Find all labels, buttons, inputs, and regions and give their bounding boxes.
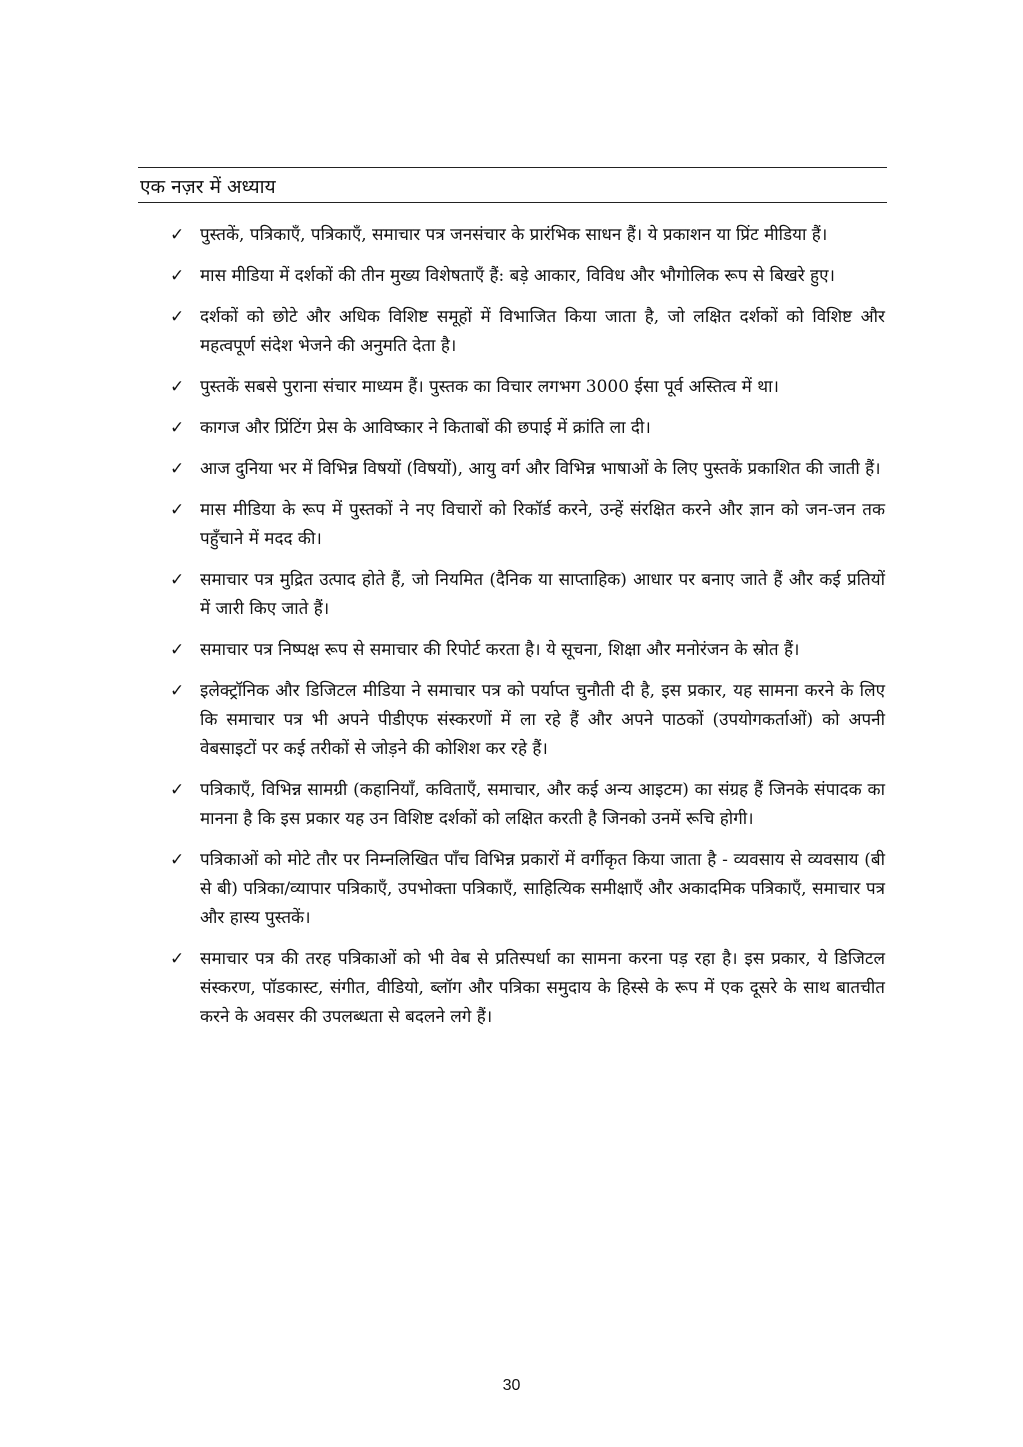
list-item — [138, 776, 887, 834]
list-item — [138, 677, 887, 764]
list-item — [138, 221, 887, 250]
list-item — [138, 262, 887, 291]
checkmark-icon: ✓ — [170, 225, 185, 245]
checkmark-icon: ✓ — [170, 640, 185, 660]
list-item-text: आज दुनिया भर में विभिन्न विषयों (विषयों), आयु वर्ग और विभिन्न भाषाओं के लिए पुस्तकें प्रकाशित की जाती हैं। — [200, 459, 881, 479]
list-item — [138, 455, 887, 484]
list-item-text: मास मीडिया के रूप में पुस्तकों ने नए विचारों को रिकॉर्ड करने, उन्हें संरक्षित करने और ज्ञान को जन-जन तक पहुँचाने में मदद की। — [200, 500, 885, 549]
list-item-text: पत्रिकाओं को मोटे तौर पर निम्नलिखित पाँच विभिन्न प्रकारों में वर्गीकृत किया जाता है - व्यवसाय से व्यवसाय (बी से बी) पत्रिका/व्यापार पत्रिकाएँ, उपभोक्ता पत्रिकाएँ, साहित्यिक समीक्षाएँ और अकादमिक पत्रिकाएँ, समाचार पत्र और हास्य पुस्तकें। — [200, 850, 885, 928]
checkmark-icon: ✓ — [170, 949, 185, 969]
list-item-text: समाचार पत्र की तरह पत्रिकाओं को भी वेब से प्रतिस्पर्धा का सामना करना पड़ रहा है। इस प्रकार, ये डिजिटल संस्करण, पॉडकास्ट, संगीत, वीडियो, ब्लॉग और पत्रिका समुदाय के हिस्से के रूप में एक दूसरे के साथ बातचीत करने के अवसर की उपलब्धता से बदलने लगे हैं। — [200, 949, 885, 1027]
section-title: एक नज़र में अध्याय — [140, 176, 276, 198]
list-item-text: पत्रिकाएँ, विभिन्न सामग्री (कहानियाँ, कविताएँ, समाचार, और कई अन्य आइटम) का संग्रह हैं जिनके संपादक का मानना है कि इस प्रकार यह उन विशिष्ट दर्शकों को लक्षित करती है जिनको उनमें रूचि होगी। — [200, 780, 885, 829]
checkmark-icon: ✓ — [170, 780, 185, 800]
page-number: 30 — [502, 1377, 521, 1394]
checkmark-icon: ✓ — [170, 307, 185, 327]
checkmark-icon: ✓ — [170, 377, 185, 397]
list-item — [138, 846, 887, 933]
checkmark-icon: ✓ — [170, 266, 185, 286]
list-item-text: दर्शकों को छोटे और अधिक विशिष्ट समूहों में विभाजित किया जाता है, जो लक्षित दर्शकों को विशिष्ट और महत्वपूर्ण संदेश भेजने की अनुमति देता है। — [200, 307, 885, 356]
checkmark-icon: ✓ — [170, 850, 185, 870]
list-item — [138, 566, 887, 624]
checkmark-icon: ✓ — [170, 500, 185, 520]
list-item-text: समाचार पत्र मुद्रित उत्पाद होते हैं, जो नियमित (दैनिक या साप्ताहिक) आधार पर बनाए जाते हैं और कई प्रतियों में जारी किए जाते हैं। — [200, 570, 885, 619]
list-item — [138, 373, 887, 402]
checkmark-icon: ✓ — [170, 459, 185, 479]
checkmark-icon: ✓ — [170, 570, 185, 590]
bottom-rule — [138, 202, 887, 203]
list-item-text: पुस्तकें, पत्रिकाएँ, पत्रिकाएँ, समाचार पत्र जनसंचार के प्रारंभिक साधन हैं। ये प्रकाशन या प्रिंट मीडिया हैं। — [200, 225, 828, 245]
list-item — [138, 303, 887, 361]
list-item — [138, 414, 887, 443]
list-item-text: पुस्तकें सबसे पुराना संचार माध्यम हैं। पुस्तक का विचार लगभग 3000 ईसा पूर्व अस्तित्व में था। — [200, 377, 779, 397]
list-item-text: इलेक्ट्रॉनिक और डिजिटल मीडिया ने समाचार पत्र को पर्याप्त चुनौती दी है, इस प्रकार, यह सामना करने के लिए कि समाचार पत्र भी अपने पीडीएफ संस्करणों में ला रहे हैं और अपने पाठकों (उपयोगकर्ताओं) को अपनी वेबसाइटों पर कई तरीकों से जोड़ने की कोशिश कर रहे हैं। — [200, 681, 885, 759]
top-rule — [138, 167, 887, 168]
list-item — [138, 945, 887, 1032]
list-item-text: कागज और प्रिंटिंग प्रेस के आविष्कार ने किताबों की छपाई में क्रांति ला दी। — [200, 418, 651, 438]
list-item — [138, 636, 887, 665]
list-item-text: समाचार पत्र निष्पक्ष रूप से समाचार की रिपोर्ट करता है। ये सूचना, शिक्षा और मनोरंजन के स्रोत हैं। — [200, 640, 800, 660]
chapter-summary-section — [138, 167, 887, 1044]
list-item-text: मास मीडिया में दर्शकों की तीन मुख्य विशेषताएँ हैं: बड़े आकार, विविध और भौगोलिक रूप से बिखरे हुए। — [200, 266, 835, 286]
list-item — [138, 496, 887, 554]
checkmark-icon: ✓ — [170, 681, 185, 701]
summary-list — [138, 221, 887, 1032]
checkmark-icon: ✓ — [170, 418, 185, 438]
